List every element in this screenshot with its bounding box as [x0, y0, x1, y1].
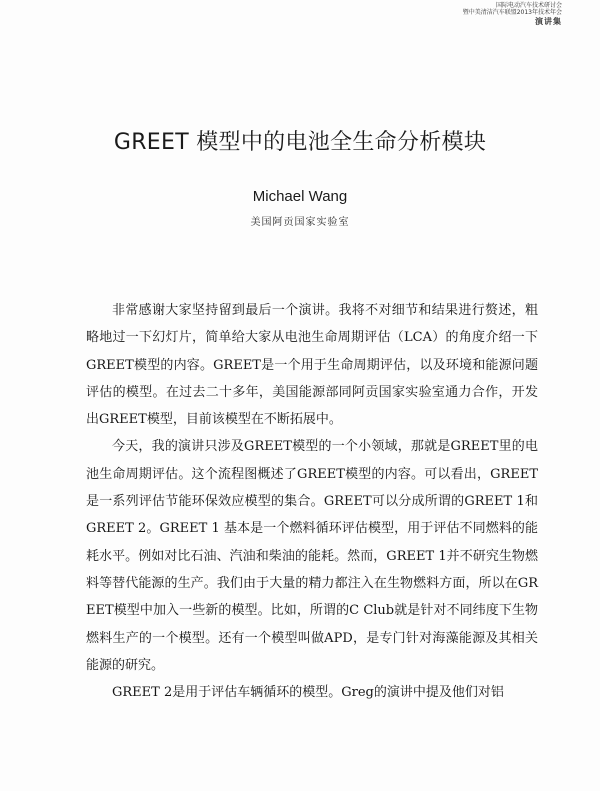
paragraph-2: 今天，我的演讲只涉及GREET模型的一个小领域，那就是GREET里的电池生命周期评估。这个流程图概述了GREET模型的内容。可以看出，GREET是一系列评估节能环保效应模型的集合。GREET可以分成所谓的GREET 1和GREET 2。GREET 1 基本是一个燃料循环评估模型，用于评估不同燃料的能耗水平。例如对比石油、汽油和柴油的能耗。然而，GREET 1并不研究生物燃料等替代能源的生产。我们由于大量的精力都注入在生物燃料方面，所以在GREET模型中加入一些新的模型。比如，所谓的C Club就是针对不同纬度下生物燃料生产的一个模型。还有一个模型叫做APD，是专门针对海藻能源及其相关能源的研究。 [86, 439, 538, 673]
body-text [86, 297, 538, 706]
header-collection-label: 演讲集 [535, 17, 562, 26]
author-name: Michael Wang [252, 188, 348, 205]
paragraph-1: 非常感谢大家坚持留到最后一个演讲。我将不对细节和结果进行赘述，粗略地过一下幻灯片，简单给大家从电池生命周期评估（LCA）的角度介绍一下GREET模型的内容。GREET是一个用于生命周期评估，以及环境和能源问题评估的模型。在过去二十多年，美国能源部同阿贡国家实验室通力合作，开发出GREET模型，目前该模型在不断拓展中。 [86, 303, 538, 428]
author-affiliation: 美国阿贡国家实验室 [250, 217, 350, 228]
running-header [372, 2, 562, 27]
header-annual-meeting-line: 暨中美清洁汽车联盟2013年技术年会 [462, 9, 562, 16]
header-conference-line: 国际电动汽车技术研讨会 [495, 2, 562, 9]
paragraph-3: GREET 2是用于评估车辆循环的模型。Greg的演讲中提及他们对铝 [112, 685, 504, 701]
document-title: GREET 模型中的电池全生命分析模块 [113, 130, 487, 155]
